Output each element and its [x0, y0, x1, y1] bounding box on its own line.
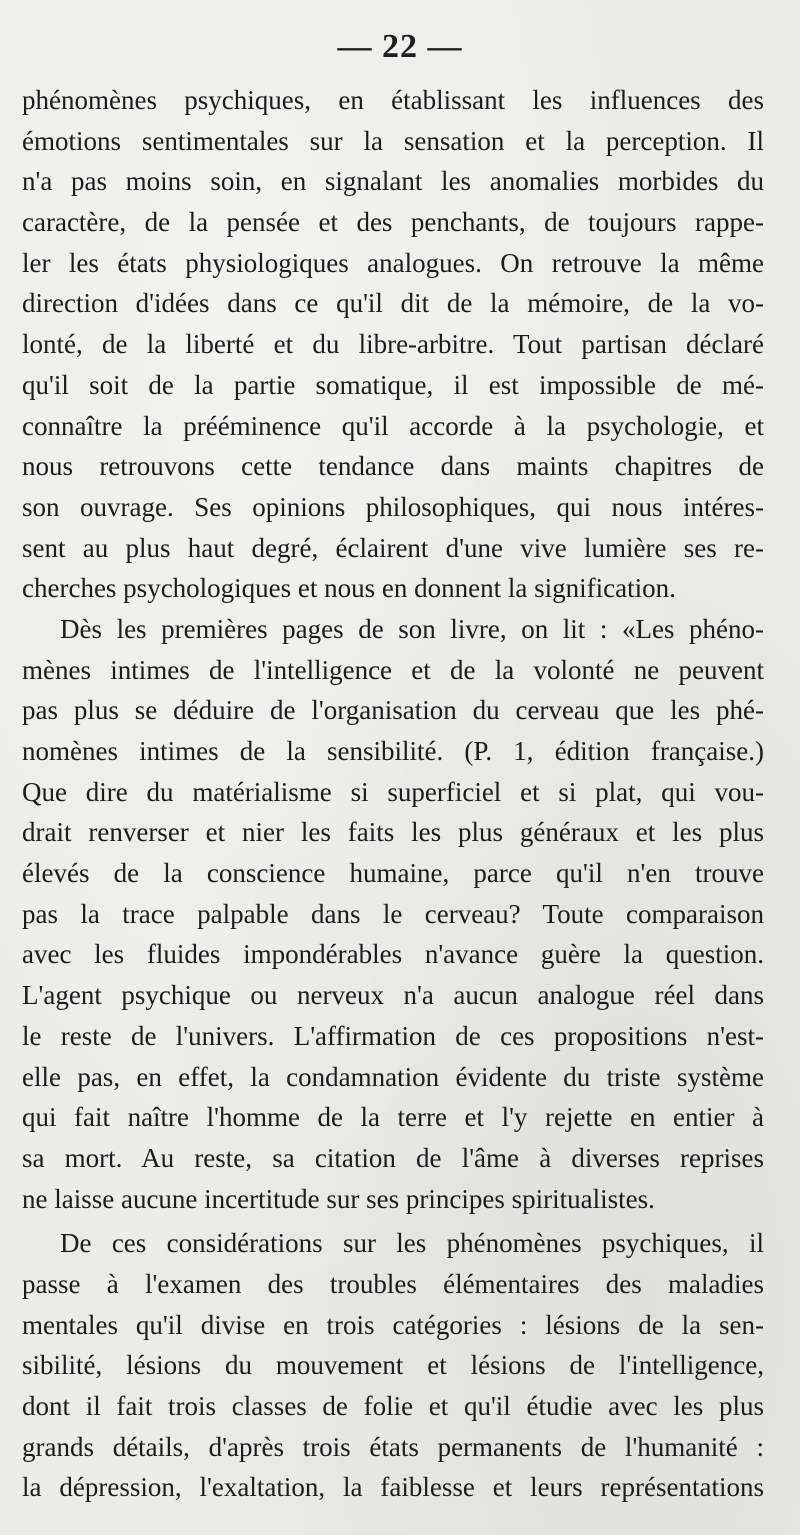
text-line: cherches psychologiques et nous en donnent la signification.	[22, 573, 676, 604]
text-line: pas la trace palpable dans le cerveau? Toute comparaison	[22, 898, 764, 929]
text-line: elle pas, en effet, la condamnation évidente du triste système	[22, 1061, 764, 1092]
text-line: la dépression, l'exaltation, la faiblesse et leurs représentations	[22, 1472, 764, 1503]
text-line: n'a pas moins soin, en signalant les anomalies morbides du	[22, 166, 764, 197]
text-line: ler les états physiologiques analogues. On retrouve la même	[22, 247, 764, 278]
text-line: émotions sentimentales sur la sensation et la perception. Il	[22, 125, 764, 156]
paragraph-1	[22, 80, 764, 609]
text-line: qui fait naître l'homme de la terre et l'y rejette en entier à	[22, 1102, 764, 1133]
text-line: nous retrouvons cette tendance dans maints chapitres de	[22, 451, 764, 482]
text-line: phénomènes psychiques, en établissant les influences des	[22, 85, 764, 115]
text-line: sibilité, lésions du mouvement et lésions de l'intelligence,	[22, 1350, 764, 1381]
page-number: — 22 —	[337, 28, 463, 65]
paragraph-2	[22, 609, 764, 1219]
text-line: le reste de l'univers. L'affirmation de ces propositions n'est-	[22, 1020, 764, 1051]
text-line: pas plus se déduire de l'organisation du cerveau que les phé-	[22, 695, 764, 726]
text-line: direction d'idées dans ce qu'il dit de la mémoire, de la vo-	[22, 288, 764, 319]
text-line: Dès les premières pages de son livre, on lit : «Les phéno-	[60, 613, 764, 644]
text-line: sa mort. Au reste, sa citation de l'âme à diverses reprises	[22, 1142, 764, 1173]
text-line: avec les fluides impondérables n'avance guère la question.	[22, 939, 764, 970]
text-line: Que dire du matérialisme si superficiel et si plat, qui vou-	[22, 776, 764, 807]
text-line: connaître la prééminence qu'il accorde à la psychologie, et	[22, 410, 764, 441]
text-line: mènes intimes de l'intelligence et de la volonté ne peuvent	[22, 654, 764, 685]
text-line: caractère, de la pensée et des penchants, de toujours rappe-	[22, 207, 764, 238]
paragraph-3	[22, 1223, 764, 1508]
text-line: nomènes intimes de la sensibilité. (P. 1, édition française.)	[22, 736, 764, 766]
text-line: passe à l'examen des troubles élémentaires des maladies	[22, 1268, 764, 1299]
text-line: lonté, de la liberté et du libre-arbitre. Tout partisan déclaré	[22, 329, 764, 360]
text-line: grands détails, d'après trois états permanents de l'humanité :	[22, 1431, 764, 1462]
text-line: De ces considérations sur les phénomènes psychiques, il	[60, 1228, 764, 1259]
text-line: sent au plus haut degré, éclairent d'une vive lumière ses re-	[22, 532, 764, 563]
text-line: mentales qu'il divise en trois catégories : lésions de la sen-	[22, 1309, 764, 1340]
text-line: drait renverser et nier les faits les plus généraux et les plus	[22, 817, 764, 848]
text-line: qu'il soit de la partie somatique, il est impossible de mé-	[22, 369, 764, 400]
text-line: ne laisse aucune incertitude sur ses principes spiritualistes.	[22, 1183, 655, 1214]
text-line: son ouvrage. Ses opinions philosophiques, qui nous intéres-	[22, 491, 764, 522]
text-line: élevés de la conscience humaine, parce qu'il n'en trouve	[22, 858, 764, 889]
text-line: L'agent psychique ou nerveux n'a aucun analogue réel dans	[22, 980, 764, 1011]
text-line: dont il fait trois classes de folie et qu'il étudie avec les plus	[22, 1391, 764, 1421]
page-text	[22, 80, 764, 1508]
